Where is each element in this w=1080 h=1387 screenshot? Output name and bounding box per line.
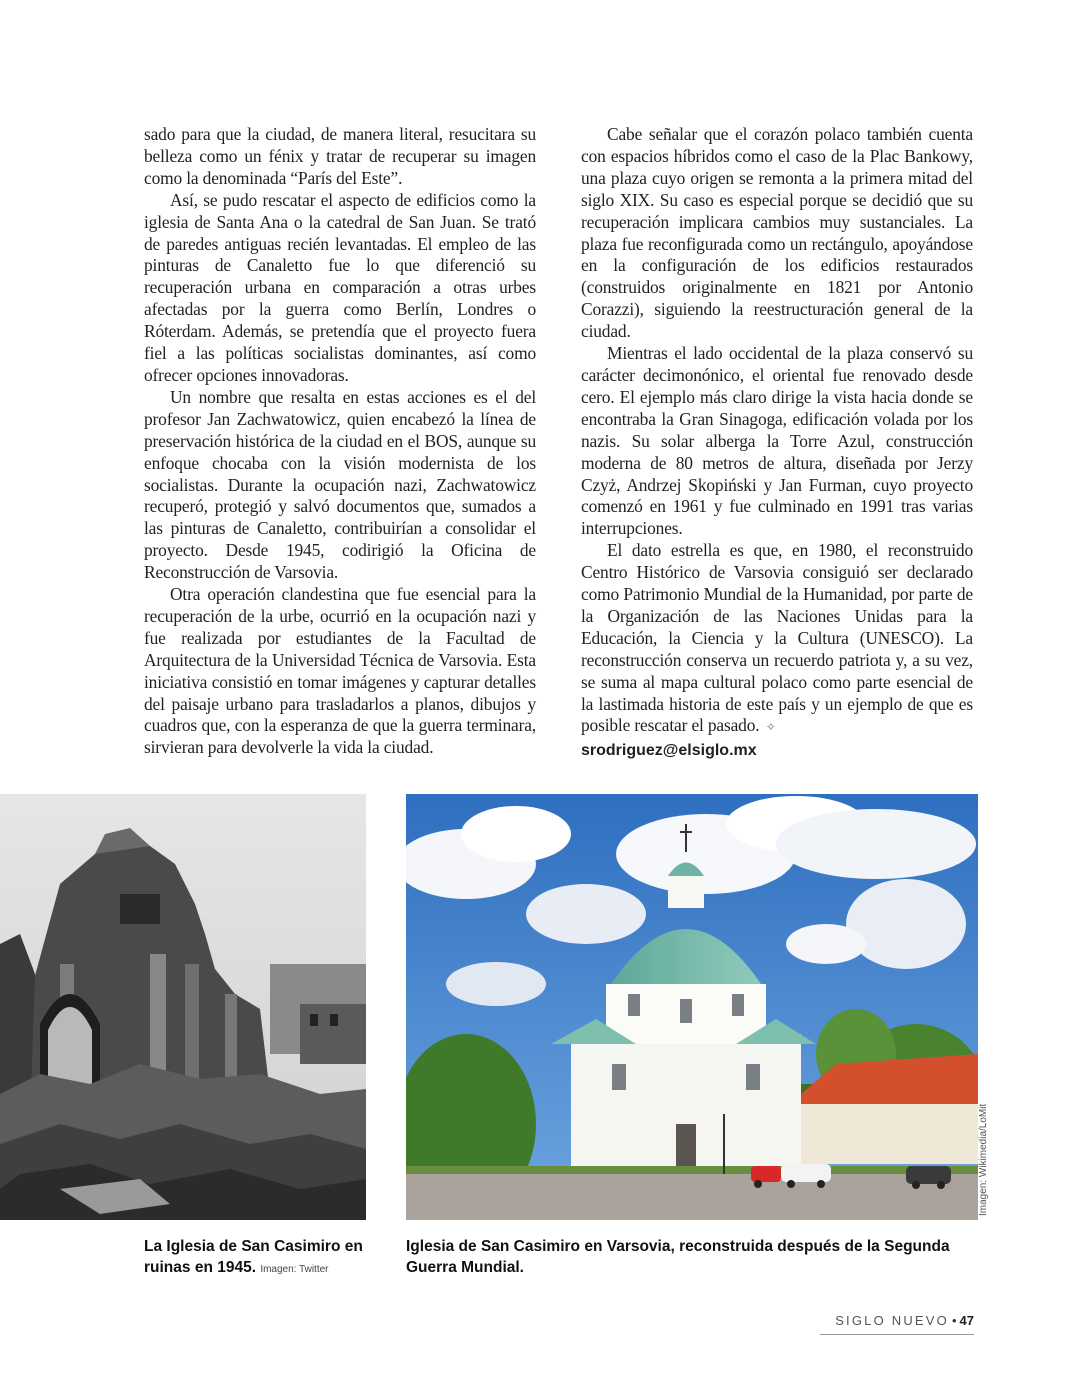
author-email: srodriguez@elsiglo.mx	[581, 742, 757, 760]
paragraph: Cabe señalar que el corazón polaco también cuenta con espacios híbridos como el caso de la Plac Bankowy, una plaza cuyo origen se remonta a la primera mitad del siglo XIX. Su caso es especial porque se decidió que su recuperación implicara cambios muy sustanciales. La plaza fue reconfigurada como un rectángulo, apoyándose en la configuración de los edificios restaurados (construidos originalmente en 1821 por Antonio Corazzi), siguiendo la reestructuración general de la ciudad.	[581, 124, 973, 342]
article-column-left	[144, 124, 536, 759]
article-column-right	[581, 124, 973, 762]
photo-credit-vertical: Imagen: Wikimedia/LoMit	[978, 1103, 989, 1216]
caption-right	[406, 1236, 976, 1278]
paragraph: Así, se pudo rescatar el aspecto de edificios como la iglesia de Santa Ana o la catedral de San Juan. Se trató de paredes antiguas recién levantadas. El empleo de las pinturas de Canaletto fue lo que diferenció su recuperación urbana en comparación a otras urbes afectadas por la guerra como Berlín, Londres o Róterdam. Además, se pretendía que el proyecto fuera fiel a las políticas socialistas dominantes, así como ofrecer opciones innovadoras.	[144, 189, 536, 385]
caption-credit: Imagen: Twitter	[260, 1264, 329, 1275]
caption-text: Iglesia de San Casimiro en Varsovia, reconstruida después de la Segunda Guerra Mundial.	[406, 1238, 950, 1276]
paragraph: Mientras el lado occidental de la plaza conservó su carácter decimonónico, el oriental fue renovado desde cero. El ejemplo más claro dirige la vista hacia donde se encontraba la Gran Sinagoga, edificación volada por los nazis. Su solar alberga la Torre Azul, construcción moderna de 80 metros de altura, diseñada por Jerzy Czyż, Andrzej Skopiński y Jan Furman, cuyo proyecto comenzó en 1961 y fue culminado en 1991 tras varias interrupciones.	[581, 343, 973, 539]
photo-church-ruins	[0, 794, 366, 1220]
paragraph: sado para que la ciudad, de manera literal, resucitara su belleza como un fénix y tratar de recuperar su imagen como la denominada “París del Este”.	[144, 124, 536, 188]
paragraph: Un nombre que resalta en estas acciones es el del profesor Jan Zachwatowicz, quien encabezó la línea de preservación histórica de la ciudad en el BOS, aunque su enfoque chocaba con la visión modernista de los socialistas. Durante la ocupación nazi, Zachwatowicz recuperó, protegió y salvó documentos que, sumados a las pinturas de Canaletto, contribuirían a consolidar el proyecto. Desde 1945, codirigió la Oficina de Reconstrucción de Varsovia.	[144, 386, 536, 583]
end-mark-icon: ✧	[765, 720, 776, 735]
caption-text: La Iglesia de San Casimiro en ruinas en 1945.	[144, 1238, 363, 1276]
photo-church-rebuilt	[406, 794, 978, 1220]
page-footer	[820, 1313, 974, 1335]
paragraph	[581, 540, 973, 739]
paragraph: Otra operación clandestina que fue esencial para la recuperación de la urbe, ocurrió en la ocupación nazi y fue realizada por estudiantes de la Facultad de Arquitectura de la Universidad Técnica de Varsovia. Esta iniciativa consistió en tomar imágenes y capturar detalles del paisaje urbano para trasladarlos a planos, dibujos y cuadros que, con la esperanza de que la guerra terminara, sirvieran para devolverle la vida la ciudad.	[144, 584, 536, 758]
page-number: 47	[959, 1313, 974, 1328]
church-illustration	[406, 794, 978, 1220]
footer-separator: •	[951, 1313, 957, 1328]
paragraph-text: El dato estrella es que, en 1980, el reconstruido Centro Histórico de Varsovia consiguió ser declarado como Patrimonio Mundial de la Humanidad, por parte de la Organización de las Naciones Unidas para la Educación, la Ciencia y la Cultura (UNESCO). La reconstrucción conserva un recuerdo patriota y, a su vez, se suma al mapa cultural polaco como parte esencial de la lastimada historia de este país y un ejemplo de que es posible rescatar el pasado.	[581, 540, 973, 736]
magazine-name: SIGLO NUEVO	[835, 1313, 949, 1328]
caption-left	[144, 1236, 374, 1280]
ruins-illustration	[0, 794, 366, 1220]
